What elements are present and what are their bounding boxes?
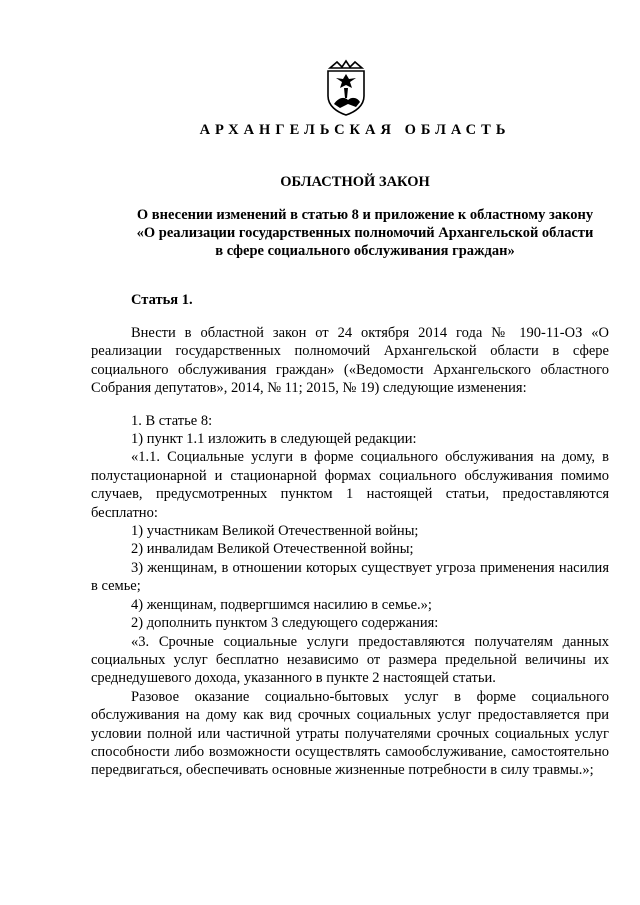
paragraph: 1) пункт 1.1 изложить в следующей редакции: — [131, 431, 417, 448]
paragraph: «1.1. Социальные услуги в форме социального обслуживания на дому, в полустационарной и стационарной формах социального обслуживания помимо случаев, предусмотренных пунктом 1 настоящей статьи, предоставляются бесплатно: — [91, 449, 609, 521]
paragraph: Разовое оказание социально-бытовых услуг в форме социального обслуживания на дому как вид срочных социальных услуг предоставляется при условии полной или частичной утраты получателями срочных социальных услуг способности либо возможности осуществлять самообслуживание, самостоятельно передвигаться, обеспечивать основные жизненные потребности в силу травмы.»; — [91, 688, 609, 779]
intro-paragraph: Внести в областной закон от 24 октября 2014 года № 190-11-ОЗ «О реализации государственных полномочий Архангельской области в сфере социального обслуживания граждан» («Ведомости Архангельского областного Собрания депутатов», 2014, № 11; 2015, № 19) следующие изменения: — [91, 325, 609, 397]
article-heading: Статья 1. — [131, 292, 193, 308]
law-title-line: О внесении изменений в статью 8 и приложение к областному закону — [136, 207, 594, 223]
paragraph: 4) женщинам, подвергшимся насилию в семье.»; — [131, 596, 432, 613]
paragraph: 3) женщинам, в отношении которых существует угроза применения насилия в семье; — [91, 559, 609, 595]
paragraph: «3. Срочные социальные услуги предоставляются получателям данных социальных услуг бесплатно независимо от размера предельной величины их среднедушевого дохода, указанного в пункте 2 настоящей статьи. — [91, 633, 609, 687]
law-title-line: «О реализации государственных полномочий Архангельской области — [136, 225, 594, 241]
region-name: АРХАНГЕЛЬСКАЯ ОБЛАСТЬ — [199, 122, 511, 138]
paragraph: 1) участникам Великой Отечественной войны; — [131, 523, 419, 540]
paragraph: 2) дополнить пунктом 3 следующего содержания: — [131, 615, 439, 632]
paragraph: 1. В статье 8: — [131, 412, 213, 429]
law-title-line: в сфере социального обслуживания граждан» — [215, 243, 515, 259]
article-body — [91, 324, 609, 780]
arkhangelsk-coat-of-arms-icon — [322, 58, 370, 116]
law-type: ОБЛАСТНОЙ ЗАКОН — [280, 174, 430, 190]
law-title — [130, 206, 600, 260]
paragraph: 2) инвалидам Великой Отечественной войны; — [131, 541, 414, 558]
